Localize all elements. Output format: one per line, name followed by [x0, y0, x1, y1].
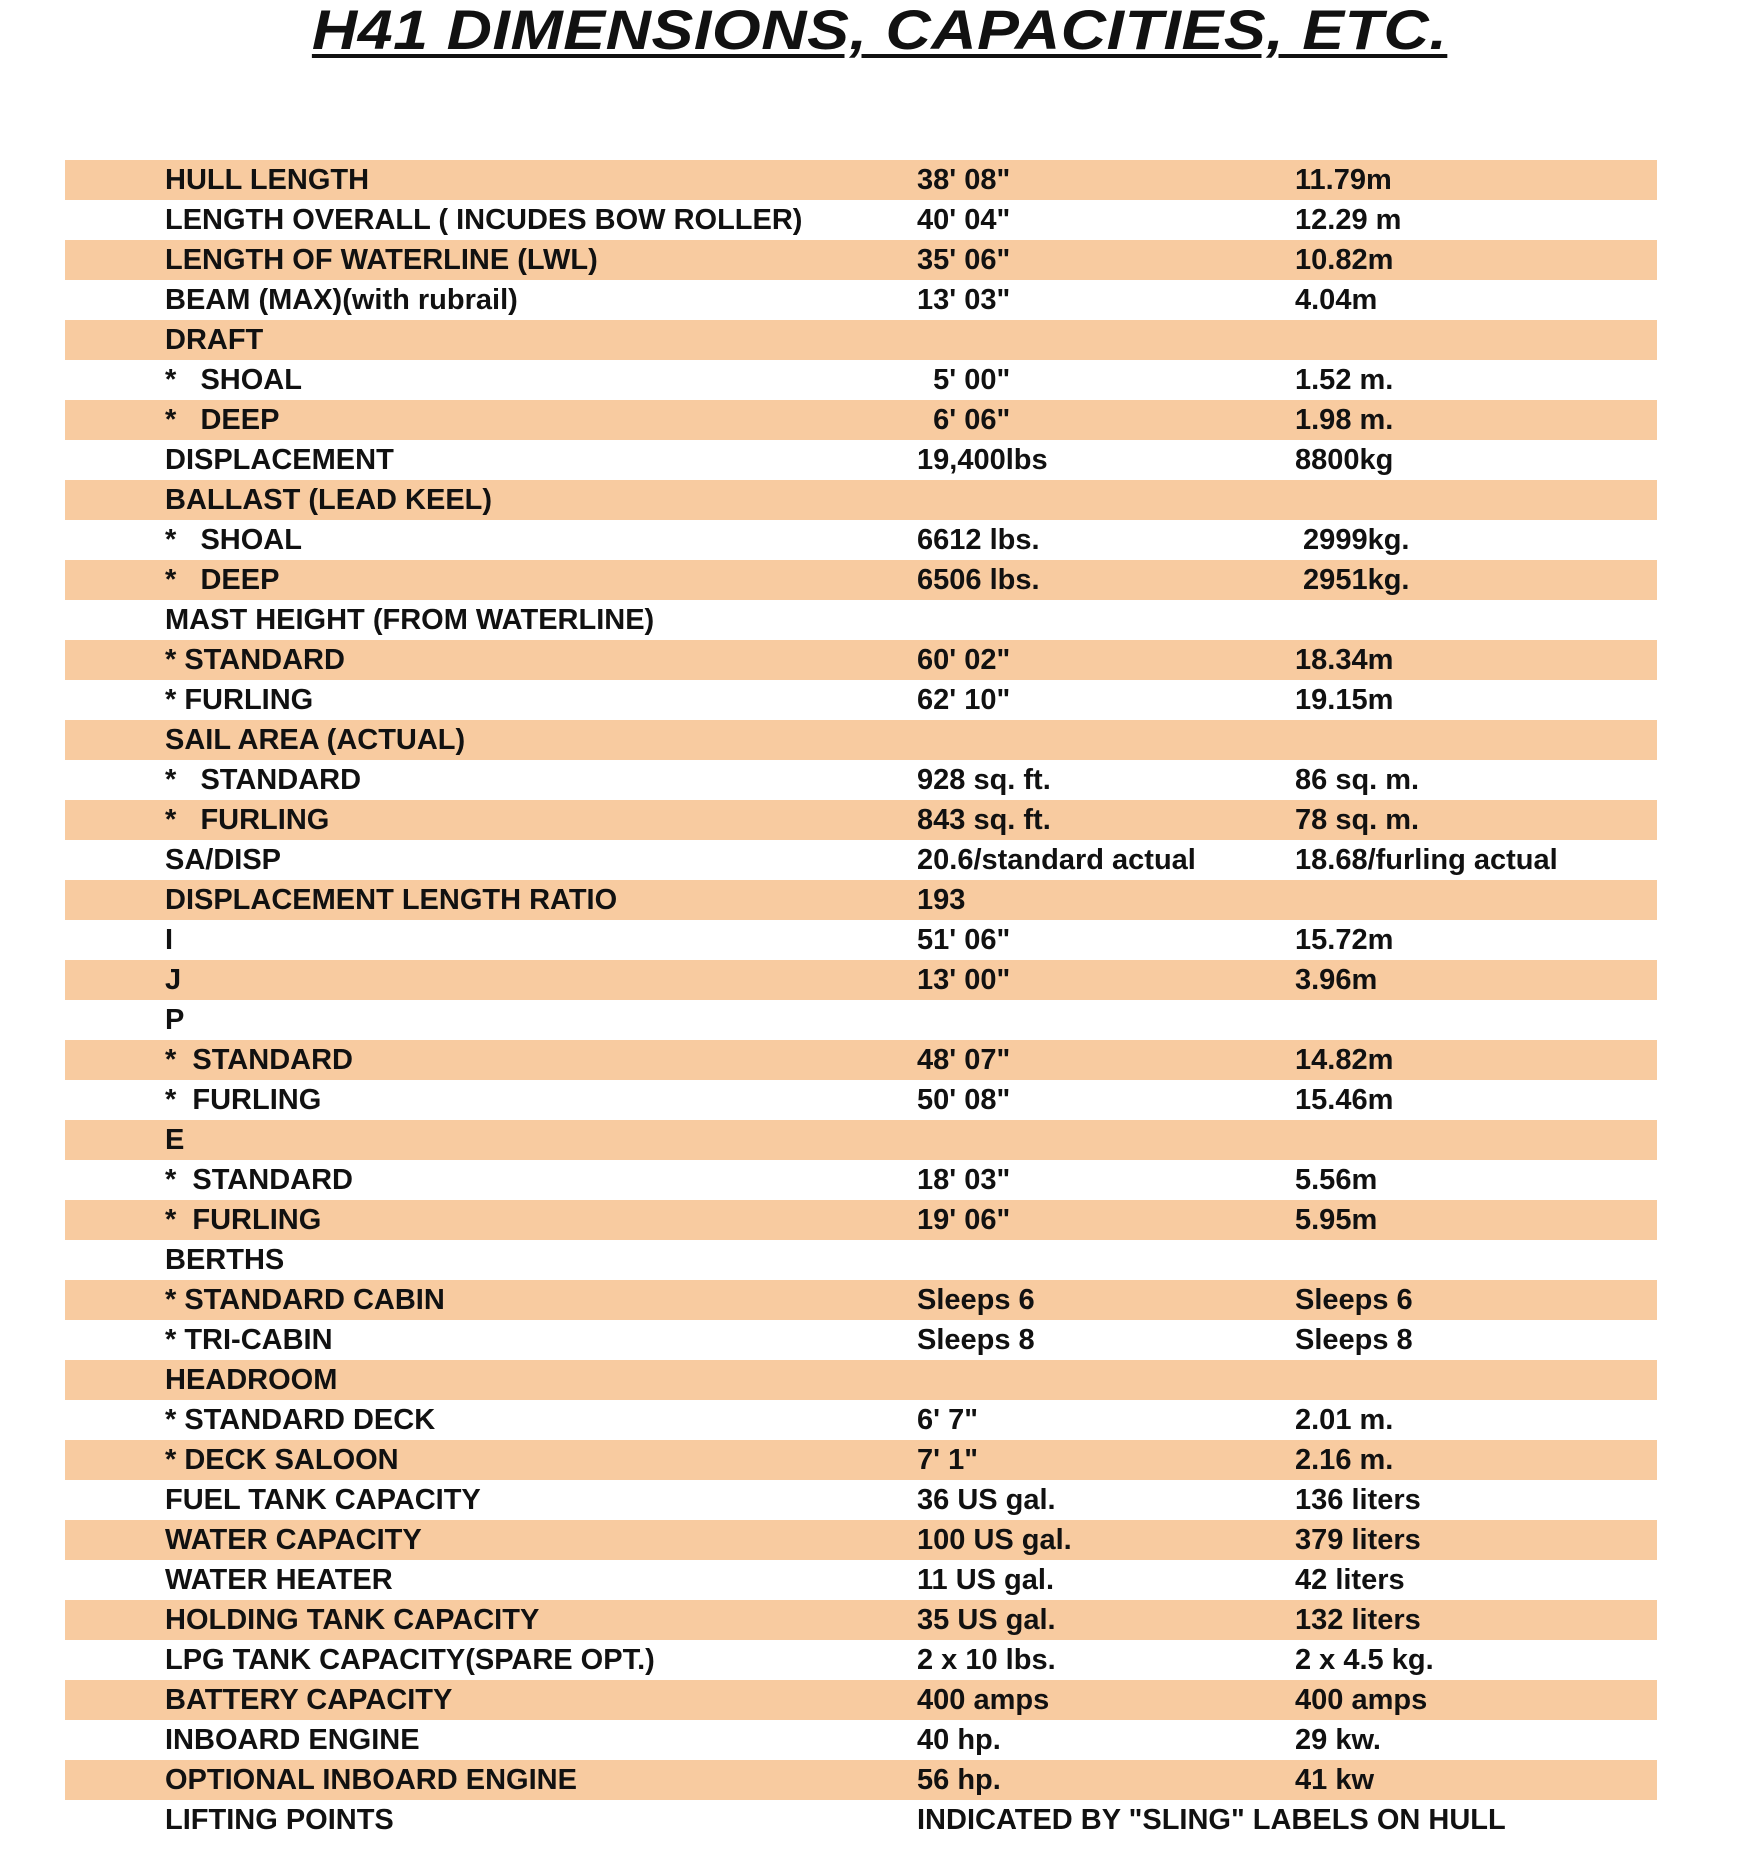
table-row — [65, 1120, 1657, 1160]
spec-imperial-value — [917, 1120, 1295, 1160]
row-margin — [65, 280, 165, 320]
row-margin — [65, 1240, 165, 1280]
table-row — [65, 680, 1657, 720]
spec-imperial-value: 40 hp. — [917, 1724, 1001, 1756]
spec-metric-value — [1295, 720, 1657, 760]
spec-imperial-value: 40' 04" — [917, 204, 1011, 236]
table-row — [65, 1480, 1657, 1520]
table-row — [65, 320, 1657, 360]
spec-metric-value: 41 kw — [1295, 1760, 1657, 1800]
table-row — [65, 800, 1657, 840]
row-margin — [65, 800, 165, 840]
spec-label: LIFTING POINTS — [165, 1804, 394, 1836]
spec-metric-value: 15.46m — [1295, 1084, 1394, 1116]
spec-metric-value: 8800kg — [1295, 444, 1394, 476]
row-margin — [65, 160, 165, 200]
spec-label: * TRI-CABIN — [165, 1324, 333, 1356]
spec-label: * SHOAL — [165, 524, 302, 556]
spec-imperial-value: 6' 7" — [917, 1404, 978, 1436]
spec-imperial-value: 6' 06" — [917, 400, 1295, 440]
spec-imperial-value: 13' 00" — [917, 960, 1295, 1000]
spec-label: DISPLACEMENT LENGTH RATIO — [165, 880, 917, 920]
spec-metric-value: 2951kg. — [1295, 560, 1657, 600]
table-row — [65, 920, 1657, 960]
spec-label: SAIL AREA (ACTUAL) — [165, 720, 917, 760]
spec-metric-value — [1295, 880, 1657, 920]
spec-imperial-value: 843 sq. ft. — [917, 800, 1295, 840]
table-row — [65, 1280, 1657, 1320]
spec-imperial-value — [917, 600, 1295, 640]
row-margin — [65, 1160, 165, 1200]
spec-metric-value: 400 amps — [1295, 1680, 1657, 1720]
spec-label: MAST HEIGHT (FROM WATERLINE) — [165, 604, 655, 636]
spec-metric-value: 78 sq. m. — [1295, 800, 1657, 840]
spec-metric-value: 18.68/furling actual — [1295, 844, 1558, 876]
spec-label: * SHOAL — [165, 364, 302, 396]
table-row — [65, 960, 1657, 1000]
table-row — [65, 360, 1657, 400]
specifications-body — [65, 160, 1657, 1840]
spec-metric-value: 1.52 m. — [1295, 364, 1394, 396]
table-row — [65, 1400, 1657, 1440]
table-row — [65, 1320, 1657, 1360]
spec-metric-value: 12.29 m — [1295, 204, 1402, 236]
row-margin — [65, 1400, 165, 1440]
table-row — [65, 760, 1657, 800]
spec-imperial-value: 6612 lbs. — [917, 524, 1040, 556]
spec-label: * STANDARD — [165, 764, 362, 796]
spec-imperial-value: 51' 06" — [917, 924, 1011, 956]
spec-metric-value — [1295, 1240, 1657, 1280]
spec-label: OPTIONAL INBOARD ENGINE — [165, 1760, 917, 1800]
spec-imperial-value — [917, 720, 1295, 760]
row-margin — [65, 200, 165, 240]
spec-label: LENGTH OF WATERLINE (LWL) — [165, 240, 917, 280]
row-margin — [65, 600, 165, 640]
table-row — [65, 480, 1657, 520]
spec-label: * DEEP — [165, 560, 917, 600]
spec-imperial-value: 18' 03" — [917, 1164, 1011, 1196]
spec-label: * FURLING — [165, 684, 314, 716]
spec-label: * FURLING — [165, 800, 917, 840]
spec-label: * STANDARD CABIN — [165, 1280, 917, 1320]
row-margin — [65, 680, 165, 720]
spec-imperial-value — [917, 1360, 1295, 1400]
spec-metric-value: 136 liters — [1295, 1484, 1421, 1516]
table-row — [65, 1680, 1657, 1720]
spec-metric-value: 132 liters — [1295, 1600, 1657, 1640]
table-row — [65, 1240, 1657, 1280]
table-row — [65, 1760, 1657, 1800]
row-margin — [65, 760, 165, 800]
spec-imperial-value: 62' 10" — [917, 684, 1011, 716]
table-row — [65, 1440, 1657, 1480]
row-margin — [65, 840, 165, 880]
row-margin — [65, 520, 165, 560]
table-row — [65, 1600, 1657, 1640]
spec-imperial-value — [917, 480, 1295, 520]
spec-label: DISPLACEMENT — [165, 444, 394, 476]
spec-label: * FURLING — [165, 1084, 322, 1116]
table-row — [65, 1520, 1657, 1560]
spec-metric-value: 2999kg. — [1295, 524, 1410, 556]
row-margin — [65, 1040, 165, 1080]
spec-metric-value: Sleeps 8 — [1295, 1324, 1413, 1356]
spec-metric-value: 18.34m — [1295, 640, 1657, 680]
table-row — [65, 1800, 1657, 1840]
row-margin — [65, 1760, 165, 1800]
spec-label: LENGTH OVERALL ( INCUDES BOW ROLLER) — [165, 204, 803, 236]
table-row — [65, 400, 1657, 440]
spec-metric-value: 379 liters — [1295, 1520, 1657, 1560]
row-margin — [65, 720, 165, 760]
table-row — [65, 240, 1657, 280]
row-margin — [65, 1800, 165, 1840]
spec-metric-value: 5.56m — [1295, 1164, 1378, 1196]
row-margin — [65, 480, 165, 520]
spec-label: E — [165, 1120, 917, 1160]
table-row — [65, 880, 1657, 920]
spec-label: * STANDARD — [165, 1040, 917, 1080]
spec-imperial-value: 19' 06" — [917, 1200, 1295, 1240]
table-row — [65, 1200, 1657, 1240]
spec-metric-value — [1295, 1360, 1657, 1400]
spec-metric-value: 2 x 4.5 kg. — [1295, 1644, 1434, 1676]
spec-label: BEAM (MAX)(with rubrail) — [165, 284, 518, 316]
row-margin — [65, 960, 165, 1000]
table-row — [65, 1560, 1657, 1600]
spec-metric-value: 86 sq. m. — [1295, 764, 1420, 796]
spec-imperial-value: 13' 03" — [917, 284, 1011, 316]
spec-metric-value — [1295, 600, 1657, 640]
spec-imperial-value: 928 sq. ft. — [917, 764, 1051, 796]
table-row — [65, 600, 1657, 640]
spec-imperial-value: 35' 06" — [917, 240, 1295, 280]
spec-metric-value — [1295, 480, 1657, 520]
row-margin — [65, 240, 165, 280]
table-row — [65, 1080, 1657, 1120]
spec-label: BATTERY CAPACITY — [165, 1680, 917, 1720]
table-row — [65, 440, 1657, 480]
spec-metric-value: 14.82m — [1295, 1040, 1657, 1080]
spec-label: WATER HEATER — [165, 1564, 393, 1596]
spec-label: SA/DISP — [165, 844, 282, 876]
spec-label: * DECK SALOON — [165, 1440, 917, 1480]
row-margin — [65, 920, 165, 960]
spec-label: * FURLING — [165, 1200, 917, 1240]
spec-label: BALLAST (LEAD KEEL) — [165, 480, 917, 520]
spec-metric-value: 10.82m — [1295, 240, 1657, 280]
spec-metric-value — [1295, 320, 1657, 360]
row-margin — [65, 1120, 165, 1160]
spec-metric-value: 2.16 m. — [1295, 1440, 1657, 1480]
table-row — [65, 560, 1657, 600]
spec-label: * STANDARD — [165, 640, 917, 680]
spec-metric-value: 1.98 m. — [1295, 400, 1657, 440]
spec-imperial-value: 400 amps — [917, 1680, 1295, 1720]
spec-metric-value: Sleeps 6 — [1295, 1280, 1657, 1320]
table-row — [65, 640, 1657, 680]
row-margin — [65, 1600, 165, 1640]
spec-imperial-value: 35 US gal. — [917, 1600, 1295, 1640]
spec-label: HOLDING TANK CAPACITY — [165, 1600, 917, 1640]
spec-label: LPG TANK CAPACITY(SPARE OPT.) — [165, 1644, 655, 1676]
spec-metric-value: 5.95m — [1295, 1200, 1657, 1240]
spec-imperial-value: 100 US gal. — [917, 1520, 1295, 1560]
spec-imperial-value: 48' 07" — [917, 1040, 1295, 1080]
table-row — [65, 840, 1657, 880]
spec-imperial-value: 6506 lbs. — [917, 560, 1295, 600]
row-margin — [65, 560, 165, 600]
spec-imperial-value — [917, 1000, 1295, 1040]
spec-label: I — [165, 924, 174, 956]
table-row — [65, 160, 1657, 200]
row-margin — [65, 880, 165, 920]
spec-metric-value: 11.79m — [1295, 160, 1657, 200]
spec-metric-value: 4.04m — [1295, 284, 1378, 316]
row-margin — [65, 1360, 165, 1400]
table-row — [65, 1640, 1657, 1680]
row-margin — [65, 1720, 165, 1760]
spec-imperial-value: 2 x 10 lbs. — [917, 1644, 1056, 1676]
row-margin — [65, 320, 165, 360]
spec-label: J — [165, 960, 917, 1000]
row-margin — [65, 1640, 165, 1680]
spec-label: HEADROOM — [165, 1360, 917, 1400]
spec-metric-value — [1295, 1120, 1657, 1160]
table-row — [65, 1360, 1657, 1400]
spec-label: FUEL TANK CAPACITY — [165, 1484, 481, 1516]
specifications-table — [65, 160, 1657, 1840]
row-margin — [65, 1480, 165, 1520]
row-margin — [65, 640, 165, 680]
spec-imperial-value: 19,400lbs — [917, 444, 1048, 476]
spec-imperial-value: 38' 08" — [917, 160, 1295, 200]
spec-label: HULL LENGTH — [165, 160, 917, 200]
spec-imperial-value: 7' 1" — [917, 1440, 1295, 1480]
spec-label: INBOARD ENGINE — [165, 1724, 420, 1756]
row-margin — [65, 440, 165, 480]
spec-label: DRAFT — [165, 320, 917, 360]
row-margin — [65, 1440, 165, 1480]
row-margin — [65, 1520, 165, 1560]
spec-label: * DEEP — [165, 400, 917, 440]
row-margin — [65, 1000, 165, 1040]
table-row — [65, 720, 1657, 760]
spec-metric-value: 15.72m — [1295, 924, 1394, 956]
table-row — [65, 1000, 1657, 1040]
spec-imperial-value: Sleeps 6 — [917, 1280, 1295, 1320]
spec-imperial-value — [917, 320, 1295, 360]
spec-imperial-value: 60' 02" — [917, 640, 1295, 680]
spec-imperial-value: 20.6/standard actual — [917, 844, 1196, 876]
spec-label: BERTHS — [165, 1244, 285, 1276]
spec-imperial-value: 5' 00" — [917, 364, 1011, 396]
row-margin — [65, 1080, 165, 1120]
table-row — [65, 1040, 1657, 1080]
spec-imperial-value: 36 US gal. — [917, 1484, 1056, 1516]
spec-metric-value: 2.01 m. — [1295, 1404, 1394, 1436]
row-margin — [65, 1280, 165, 1320]
spec-label: P — [165, 1004, 185, 1036]
spec-label: * STANDARD DECK — [165, 1404, 436, 1436]
spec-imperial-value: 11 US gal. — [917, 1564, 1055, 1596]
table-row — [65, 1160, 1657, 1200]
row-margin — [65, 1560, 165, 1600]
spec-imperial-value: 193 — [917, 880, 1295, 920]
spec-metric-value: 3.96m — [1295, 960, 1657, 1000]
table-row — [65, 280, 1657, 320]
spec-metric-value: 42 liters — [1295, 1564, 1405, 1596]
table-row — [65, 520, 1657, 560]
row-margin — [65, 1200, 165, 1240]
table-row — [65, 200, 1657, 240]
spec-label: * STANDARD — [165, 1164, 353, 1196]
spec-imperial-value: 56 hp. — [917, 1760, 1295, 1800]
row-margin — [65, 1680, 165, 1720]
row-margin — [65, 400, 165, 440]
row-margin — [65, 360, 165, 400]
spec-imperial-value: 50' 08" — [917, 1084, 1011, 1116]
spec-imperial-value: Sleeps 8 — [917, 1324, 1035, 1356]
spec-metric-value — [1295, 1000, 1657, 1040]
spec-metric-value: 19.15m — [1295, 684, 1394, 716]
spec-label: WATER CAPACITY — [165, 1520, 917, 1560]
spec-imperial-value — [917, 1240, 1295, 1280]
row-margin — [65, 1320, 165, 1360]
table-row — [65, 1720, 1657, 1760]
spec-imperial-value: INDICATED BY "SLING" LABELS ON HULL — [917, 1804, 1506, 1836]
page-title: H41 DIMENSIONS, CAPACITIES, ETC. — [311, 0, 1448, 61]
spec-metric-value: 29 kw. — [1295, 1724, 1381, 1756]
